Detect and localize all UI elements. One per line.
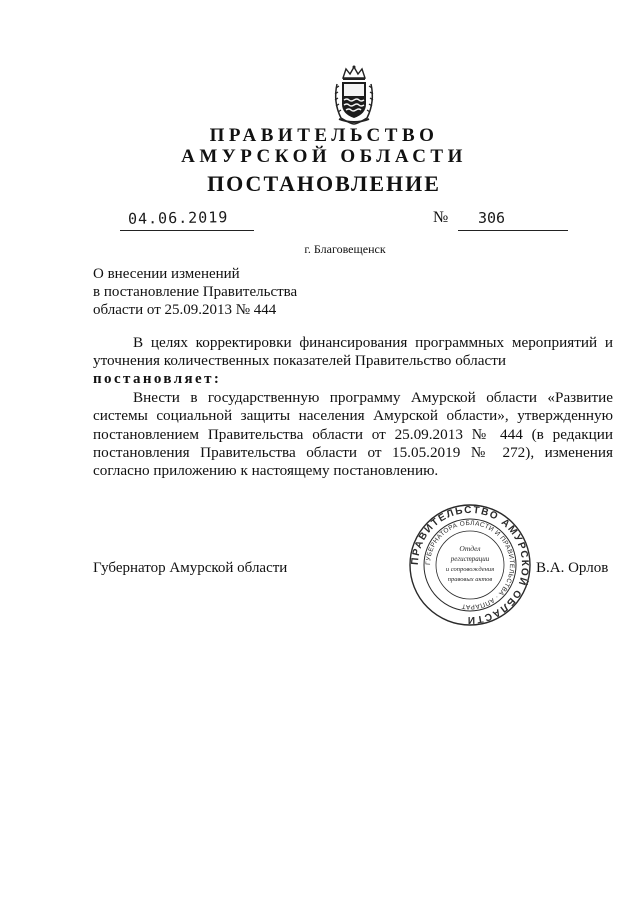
registration-stamp [405, 503, 535, 628]
document-subject [93, 265, 297, 319]
stamp-inner-ring-text: ГУБЕРНАТОРА ОБЛАСТИ И ПРАВИТЕЛЬСТВА · АППАРАТ [424, 519, 516, 611]
decree-line5: согласно приложению к настоящему постановлению. [93, 462, 439, 480]
subject-line2: в постановление Правительства [93, 284, 298, 300]
city-name: г. Благовещенск [304, 242, 386, 256]
stamp-center-line3: и сопровождения [445, 566, 495, 573]
coat-of-arms-icon [331, 64, 377, 126]
preamble-paragraph [93, 334, 613, 371]
subject-line3: области от 25.09.2013 № 444 [93, 302, 277, 318]
preamble-line2: уточнения количественных показателей Правительство области [93, 352, 506, 370]
decree-line1: Внести в государственную программу Амурской области «Развитие [133, 389, 613, 406]
svg-text:ГУБЕРНАТОРА ОБЛАСТИ И ПРАВИТЕЛ [425, 520, 515, 610]
document-date: 04.06.2019 [127, 208, 229, 228]
decree-paragraph [93, 389, 613, 480]
decree-word: постановляет: [93, 371, 222, 387]
stamp-center-line2: регистрации [450, 555, 490, 563]
signer-name: В.А. Орлов [536, 560, 609, 576]
preamble-line1: В целях корректировки финансирования программных мероприятий и [133, 334, 613, 351]
government-name-line1: ПРАВИТЕЛЬСТВО [209, 125, 439, 146]
stamp-ring-text: ПРАВИТЕЛЬСТВО АМУРСКОЙ ОБЛАСТИ [409, 504, 531, 626]
stamp-center-line4: правовых актов [447, 576, 493, 583]
decree-line4: постановления Правительства области от 15.05.2019 № 272), изменения [93, 443, 613, 461]
government-name-line2: АМУРСКОЙ ОБЛАСТИ [181, 146, 467, 167]
stamp-center-line1: Отдел [459, 544, 481, 553]
number-underline [458, 211, 568, 231]
number-sign: № [433, 209, 449, 226]
subject-line1: О внесении изменений [93, 266, 240, 282]
document-number: 306 [478, 209, 506, 227]
document-type: ПОСТАНОВЛЕНИЕ [207, 171, 441, 196]
decree-line3: постановлением Правительства области от 25.09.2013 № 444 (в редакции [93, 425, 613, 443]
signer-title: Губернатор Амурской области [93, 560, 288, 576]
decree-line2: системы социальной защиты населения Амурской области», утвержденную [93, 407, 613, 425]
